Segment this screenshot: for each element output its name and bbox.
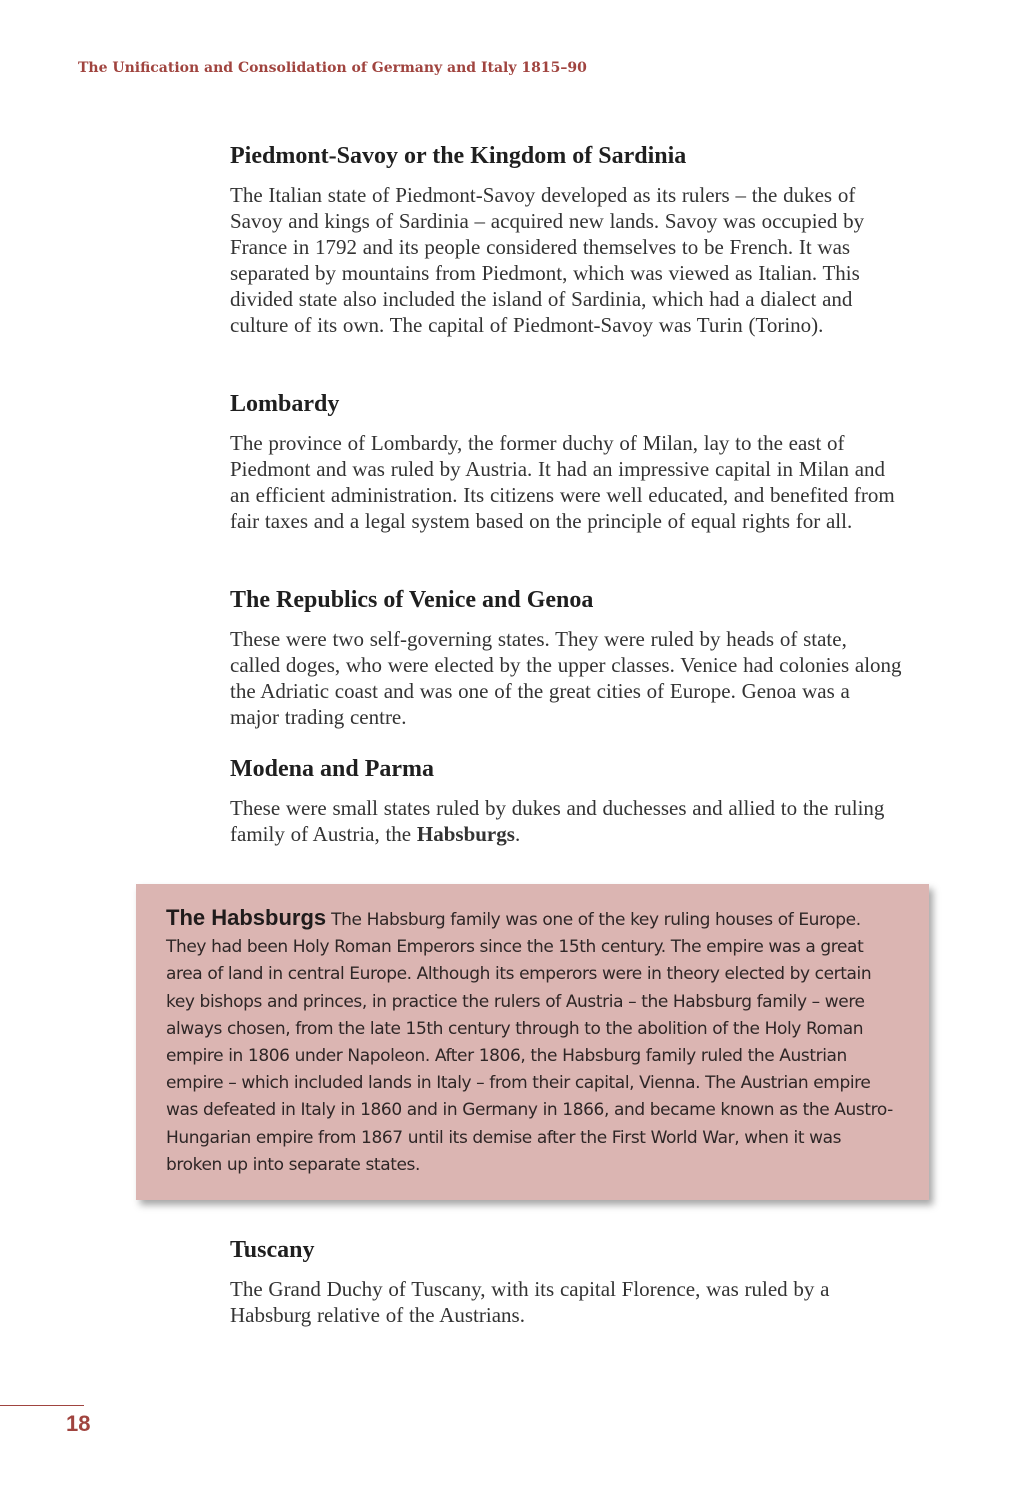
section-piedmont [230,142,902,338]
section-heading: The Republics of Venice and Genoa [230,587,594,613]
section-heading: Modena and Parma [230,756,434,782]
section-heading: Piedmont-Savoy or the Kingdom of Sardinia [230,143,687,169]
body-text: . [514,822,521,846]
footer-rule [0,1405,84,1406]
section-venice-genoa [230,586,902,730]
body-text: These were small states ruled by dukes and duchesses and allied to the ruling family of Austria, the [230,796,885,846]
section-body: The province of Lombardy, the former duchy of Milan, lay to the east of Piedmont and was ruled by Austria. It had an impressive capital in Milan and an efficient administration. Its citizens were well educated, and benefited from fair taxes and a legal system based on the principle of equal rights for all. [230,431,895,533]
callout-term: The Habsburgs [166,905,327,930]
section-body: These were two self-governing states. They were ruled by heads of state, called doges, who were elected by the upper classes. Venice had colonies along the Adriatic coast and was one of the great cities of Europe. Genoa was a major trading centre. [230,627,902,729]
callout-definition: The Habsburg family was one of the key ruling houses of Europe. They had been Holy Roman Emperors since the 15th century. The empire was a great area of land in central Europe. Although its emperors were in theory elected by certain key bishops and princes, in practice the rulers of Austria – the Habsburg family – were always chosen, from the late 15th century through to the abolition of the Holy Roman empire in 1806 under Napoleon. After 1806, the Habsburg family ruled the Austrian empire – which included lands in Italy – from their capital, Vienna. The Austrian empire was defeated in Italy in 1860 and in Germany in 1866, and became known as the Austro-Hungarian empire from 1867 until its demise after the First World War, when it was broken up into separate states. [166,910,893,1175]
section-heading: Lombardy [230,391,340,417]
section-body: The Italian state of Piedmont-Savoy developed as its rulers – the dukes of Savoy and kings of Sardinia – acquired new lands. Savoy was occupied by France in 1792 and its people considered themselves to be French. It was separated by mountains from Piedmont, which was viewed as Italian. This divided state also included the island of Sardinia, which had a dialect and culture of its own. The capital of Piedmont-Savoy was Turin (Torino). [230,183,865,337]
callout-text [166,904,899,1179]
section-body: The Grand Duchy of Tuscany, with its capital Florence, was ruled by a Habsburg relative of the Austrians. [230,1277,830,1327]
glossary-callout-box [136,884,929,1200]
section-tuscany [230,1236,902,1328]
glossary-term-link[interactable]: Habsburgs [416,822,515,846]
section-modena-parma [230,755,902,847]
running-header: The Unification and Consolidation of Germany and Italy 1815–90 [78,60,587,76]
page-number: 18 [66,1411,91,1436]
section-heading: Tuscany [230,1237,315,1263]
section-lombardy [230,390,902,534]
section-body [230,795,902,847]
